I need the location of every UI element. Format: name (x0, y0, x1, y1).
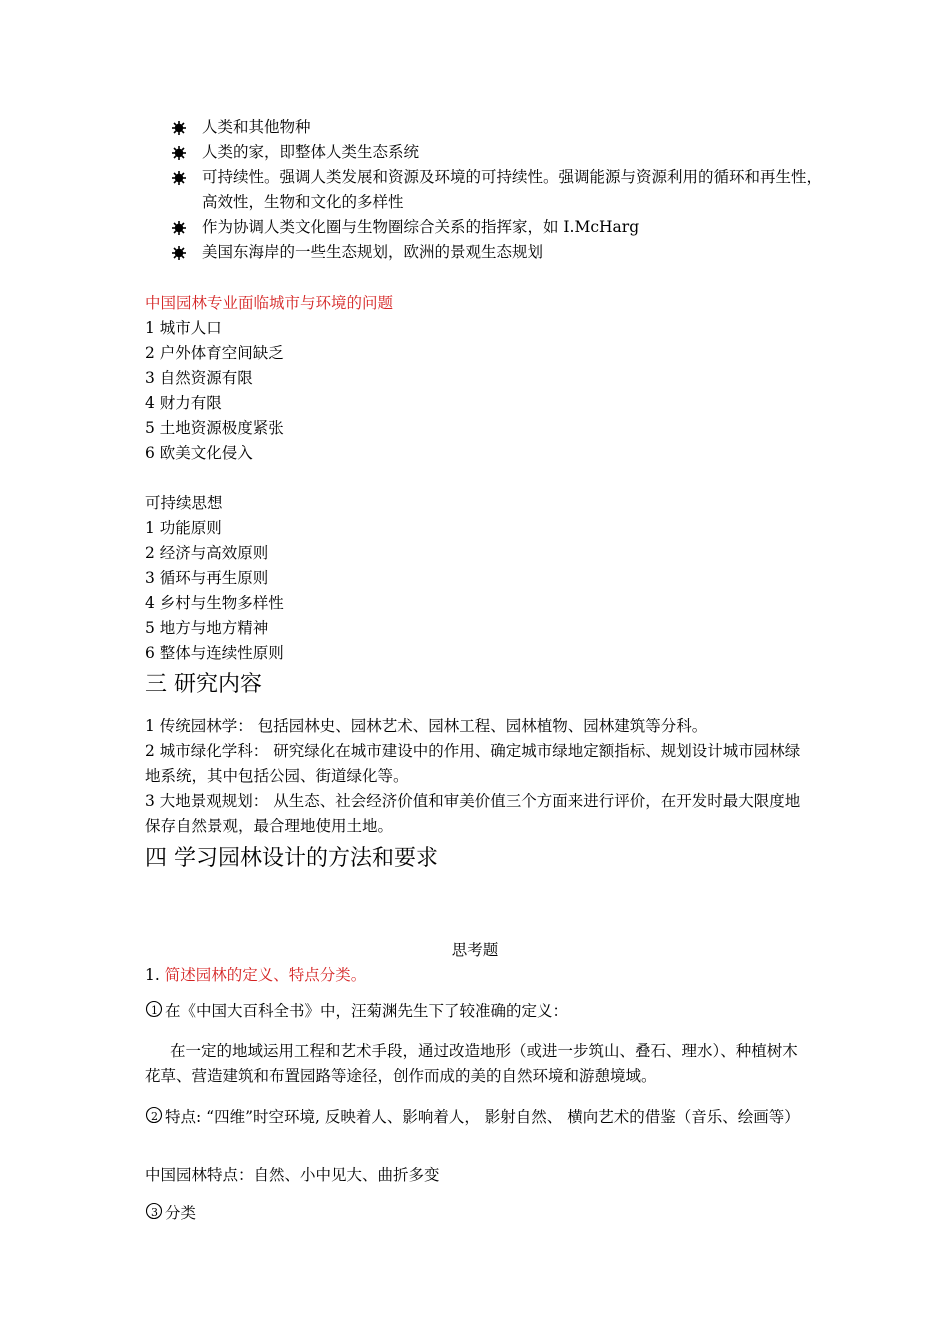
circled-digit: 1 (151, 1004, 158, 1017)
bullet-text: 人类和其他物种 (202, 118, 311, 136)
list-item: 3 自然资源有限 (145, 369, 253, 387)
list-item (172, 240, 832, 265)
bullet-list (172, 115, 832, 265)
features-line (145, 1100, 810, 1134)
heading-methods: 四 学习园林设计的方法和要求 (145, 846, 438, 871)
questions-title: 思考题 (451, 941, 499, 959)
bullet-text: 人类的家，即整体人类生态系统 (202, 143, 420, 161)
definition-intro-text: 在《中国大百科全书》中，汪菊渊先生下了较准确的定义： (165, 1002, 569, 1020)
sun-bullet-icon (172, 146, 186, 160)
list-item: 4 乡村与生物多样性 (145, 594, 284, 612)
list-item (172, 115, 832, 140)
circled-number-two-icon (145, 1106, 163, 1126)
list-item: 1 功能原则 (145, 519, 222, 537)
list-item: 1 城市人口 (145, 319, 222, 337)
chinese-features: 中国园林特点：自然、小中见大、曲折多变 (145, 1166, 440, 1184)
question-text: 简述园林的定义、特点分类。 (164, 966, 367, 984)
research-item: 1 传统园林学： 包括园林史、园林艺术、园林工程、园林植物、园林建筑等分科。 (145, 717, 708, 735)
bullet-text: 美国东海岸的一些生态规划，欧洲的景观生态规划 (202, 243, 544, 261)
list-item: 4 财力有限 (145, 394, 222, 412)
list-item: 5 地方与地方精神 (145, 619, 269, 637)
question-1 (145, 965, 366, 985)
research-item: 3 大地景观规划： 从生态、社会经济价值和审美价值三个方面来进行评价，在开发时最大限度地保存自然景观，最合理地使用土地。 (145, 792, 801, 835)
research-item: 2 城市绿化学科： 研究绿化在城市建设中的作用、确定城市绿地定额指标、规划设计城市园林绿地系统，其中包括公园、街道绿化等。 (145, 742, 801, 785)
sun-bullet-icon (172, 221, 186, 235)
classification-text: 分类 (165, 1204, 197, 1222)
section-title-sustain: 可持续思想 (145, 494, 223, 512)
list-item: 6 欧美文化侵入 (145, 444, 253, 462)
list-item (172, 140, 832, 165)
classification-line (145, 1202, 196, 1223)
sun-bullet-icon (172, 171, 186, 185)
definition-body: 在一定的地域运用工程和艺术手段，通过改造地形（或进一步筑山、叠石、理水）、种植树木花草、营造建筑和布置园路等途径，创作而成的美的自然环境和游憩境域。 (145, 1042, 798, 1085)
definition-intro (145, 1000, 568, 1021)
sun-bullet-icon (172, 121, 186, 135)
features-text: 特点: “四维”时空环境, 反映着人、影响着人， 影射自然、 横向艺术的借鉴（音乐、绘画等） (165, 1108, 800, 1126)
bullet-text: 作为协调人类文化圈与生物圈综合关系的指挥家，如 I.McHarg (202, 218, 640, 236)
section-title-problems: 中国园林专业面临城市与环境的问题 (145, 294, 394, 312)
circled-digit: 2 (151, 1110, 158, 1123)
heading-research: 三 研究内容 (145, 672, 262, 697)
circled-number-three-icon (145, 1202, 163, 1222)
question-number: 1. (145, 966, 160, 984)
list-item (172, 165, 832, 215)
list-item: 2 户外体育空间缺乏 (145, 344, 284, 362)
list-item: 2 经济与高效原则 (145, 544, 269, 562)
list-item: 6 整体与连续性原则 (145, 644, 284, 662)
sun-bullet-icon (172, 246, 186, 260)
list-item: 5 土地资源极度紧张 (145, 419, 284, 437)
list-item: 3 循环与再生原则 (145, 569, 269, 587)
circled-number-one-icon (145, 1000, 163, 1020)
circled-digit: 3 (151, 1206, 158, 1219)
list-item (172, 215, 832, 240)
bullet-text: 可持续性。强调人类发展和资源及环境的可持续性。强调能源与资源利用的循环和再生性，高效性，生物和文化的多样性 (202, 168, 823, 211)
